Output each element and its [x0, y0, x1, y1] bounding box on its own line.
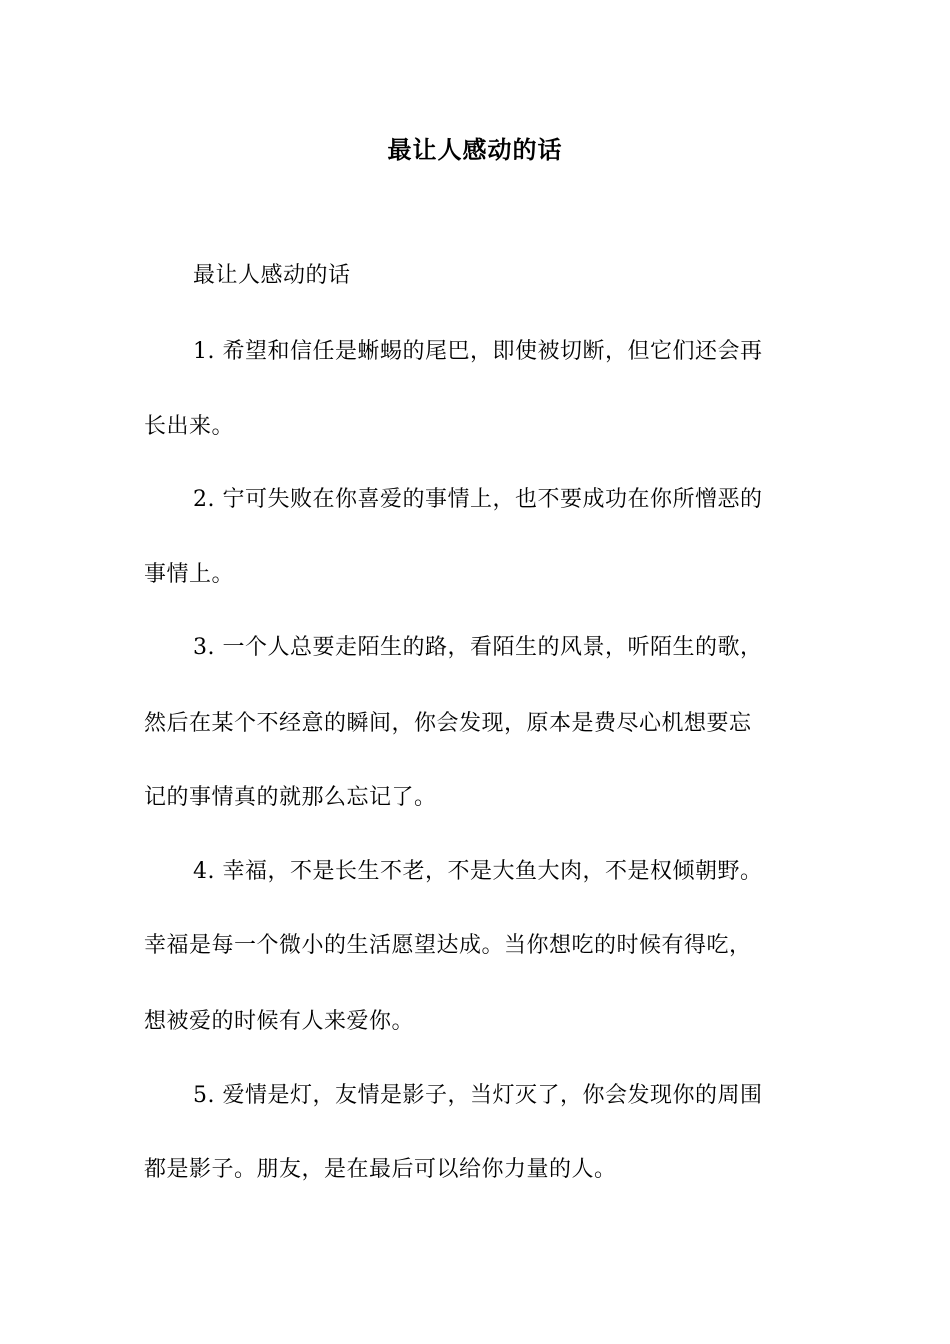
paragraph-line: 4. 幸福，不是长生不老，不是大鱼大肉，不是权倾朝野。 — [193, 859, 763, 884]
paragraph-line: 3. 一个人总要走陌生的路，看陌生的风景，听陌生的歌， — [193, 635, 763, 660]
paragraph-line: 幸福是每一个微小的生活愿望达成。当你想吃的时候有得吃， — [144, 933, 752, 958]
document-subtitle: 最让人感动的话 — [193, 263, 351, 288]
paragraph-line: 长出来。 — [144, 414, 235, 439]
paragraph-line: 2. 宁可失败在你喜爱的事情上，也不要成功在你所憎恶的 — [193, 487, 763, 512]
paragraph-line: 都是影子。朋友，是在最后可以给你力量的人。 — [144, 1157, 617, 1182]
paragraph-line: 5. 爱情是灯，友情是影子，当灯灭了，你会发现你的周围 — [193, 1083, 763, 1108]
paragraph-line: 1. 希望和信任是蜥蜴的尾巴，即使被切断，但它们还会再 — [193, 339, 763, 364]
document-title: 最让人感动的话 — [387, 135, 563, 164]
paragraph-line: 记的事情真的就那么忘记了。 — [144, 785, 437, 810]
paragraph-line: 事情上。 — [144, 562, 235, 587]
paragraph-line: 想被爱的时候有人来爱你。 — [144, 1009, 415, 1034]
paragraph-line: 然后在某个不经意的瞬间，你会发现，原本是费尽心机想要忘 — [144, 711, 752, 736]
